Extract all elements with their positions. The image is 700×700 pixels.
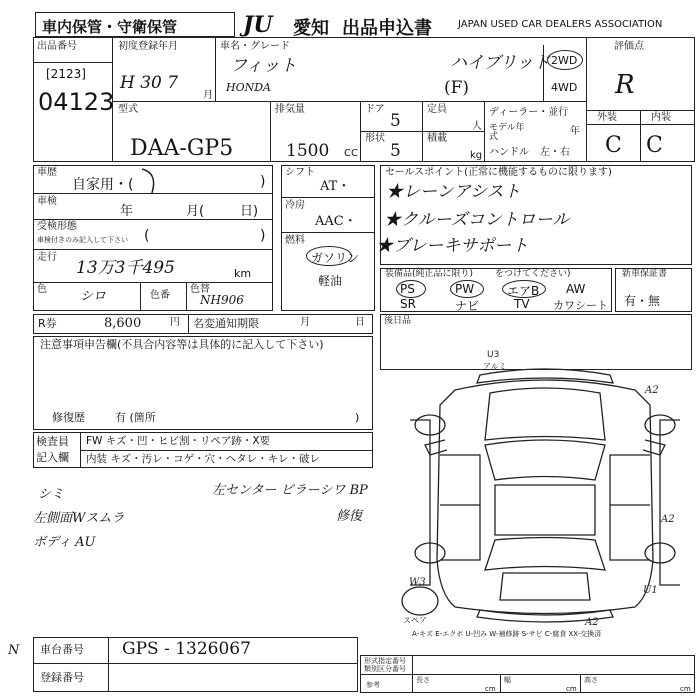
equip-leather: カワシート (553, 299, 608, 312)
equip-sr: SR (400, 297, 416, 311)
shaken-label: 車検 (37, 196, 57, 207)
exterior-grade: C (605, 133, 622, 158)
spec-height: 高さ (584, 676, 598, 684)
color-change-label: 色替 (190, 284, 210, 295)
mileage-value: 13万3千495 (76, 258, 175, 278)
lot-label: 出品番号 (37, 41, 77, 52)
reg-no-label: 登録番号 (40, 671, 84, 684)
inspector-row-1: FW キズ・凹・ヒビ割・リペア跡・X要 (86, 435, 271, 447)
car-name: フィット (230, 56, 297, 76)
remark-1-left: シミ (38, 487, 65, 502)
history-check-mark (138, 165, 168, 197)
auto-tax-month: 月 (300, 317, 310, 328)
remark-1-right: 左センター ピラーシワ BP (212, 483, 368, 498)
registration-month-suffix: 月 (203, 90, 213, 101)
recycle-unit: 円 (170, 317, 180, 328)
association-name: JAPAN USED CAR DEALERS ASSOCIATION (458, 19, 663, 30)
mark-a2-front: A2 (645, 385, 659, 396)
model-year-label: モデル年式 (489, 123, 525, 142)
spec-length-unit: cm (485, 685, 496, 693)
fuel-label: 燃料 (285, 235, 305, 246)
remark-2-left: 左側面Wスムラ (33, 511, 125, 526)
sales-point-3: ★ブレーキサポート (376, 236, 529, 256)
remark-3-left: ボディ AU (33, 535, 96, 550)
shape-label: 形状 (365, 133, 385, 144)
shift-label: シフト (285, 167, 315, 178)
spec-f1: 形式指定番号 (364, 657, 406, 665)
drive-4wd: 4WD (551, 81, 578, 94)
receiving-close: ) (260, 228, 266, 244)
recycle-value: 8,600 (104, 316, 142, 331)
displacement-label: 排気量 (275, 104, 305, 115)
evaluation-label: 評価点 (614, 41, 644, 52)
exterior-label: 外装 (597, 112, 617, 123)
mark-u1: U1 (643, 585, 658, 596)
shaken-year: 年 (120, 204, 134, 219)
chassis-value: GPS - 1326067 (122, 639, 251, 659)
capacity-label: 定員 (427, 104, 447, 115)
color-value: シロ (80, 289, 107, 304)
equipment-label-2: をつけてください) (495, 269, 571, 279)
evaluation-score: R (615, 70, 635, 100)
mark-u3-note: アルミ (483, 362, 507, 371)
spec-ref: 参考 (366, 681, 380, 689)
inspector-label-2: 記入欄 (36, 451, 69, 464)
form-title: 出品申込書 (342, 18, 432, 39)
spec-width-unit: cm (566, 685, 577, 693)
mark-a2-rear: A2 (585, 617, 599, 628)
handle-label: ハンドル (489, 147, 529, 158)
shaken-month: 月( (186, 204, 205, 219)
equip-tv: TV (514, 297, 530, 311)
load-unit: kg (470, 150, 483, 161)
equip-airbag: エアB (507, 284, 540, 298)
shape-value: 5 (390, 141, 401, 161)
model-value: DAA-GP5 (130, 136, 234, 161)
doors-value: 5 (390, 111, 401, 131)
car-grade: ハイブリッド (450, 53, 551, 73)
sales-points-label: セールスポイント(正常に機能するものに限ります) (385, 167, 612, 178)
history-label: 車歴 (37, 167, 57, 178)
mark-a2-right: A2 (661, 514, 675, 525)
mark-w3: W3 (409, 577, 426, 588)
car-grade-variant: (F) (444, 78, 470, 98)
car-diagram (395, 345, 695, 650)
storage-box (35, 12, 235, 37)
sales-point-2: ★クルーズコントロール (384, 210, 570, 230)
equip-aw: AW (566, 282, 586, 296)
spare-label: スペア (403, 616, 427, 625)
color-label: 色 (37, 284, 47, 295)
shaken-day: 日) (240, 204, 259, 219)
chassis-label: 車台番号 (40, 643, 84, 656)
repair-value: 有 (箇所 (115, 411, 156, 424)
inspector-label-1: 検査員 (36, 435, 69, 448)
receiving-open: ( (144, 228, 150, 244)
car-maker: HONDA (226, 81, 271, 94)
aircon-value: AAC・ (315, 214, 357, 229)
repair-label: 修復歴 (52, 411, 85, 424)
mileage-unit: km (234, 267, 252, 280)
repair-close: ) (355, 411, 360, 424)
color-no-value: NH906 (200, 293, 244, 307)
car-name-label: 車名・グレード (220, 41, 290, 52)
aircon-label: 冷房 (285, 200, 305, 211)
interior-grade: C (646, 133, 663, 158)
shift-value: AT・ (320, 179, 351, 194)
equip-pw: PW (455, 282, 475, 296)
ju-logo: JU (243, 12, 273, 38)
recycle-label: R券 (38, 317, 57, 330)
dealer-label: ディーラー・並行 (489, 107, 569, 118)
mark-u3: U3 (487, 350, 500, 360)
margin-mark: N (8, 643, 20, 658)
warranty-value: 有・無 (624, 294, 661, 308)
spec-length: 長さ (416, 676, 430, 684)
equip-ps: PS (400, 282, 415, 296)
load-label: 積載 (427, 133, 447, 144)
drive-2wd: 2WD (551, 54, 578, 67)
lot-sub-number: [2123] (46, 67, 86, 81)
registration-label: 初度登録年月 (118, 41, 178, 52)
logo-text: 愛知 (293, 18, 329, 39)
color-no-label: 色番 (150, 290, 170, 301)
fuel-value: ガソリン (311, 251, 360, 265)
model-label: 型式 (118, 104, 138, 115)
receiving-label: 受検形態 (37, 221, 77, 232)
damage-legend: A-キズ E-エクボ U-凹み W-補修跡 S-サビ C-腐食 XX-交換済 (412, 630, 602, 638)
history-close: ) (260, 174, 266, 190)
spec-width: 幅 (504, 676, 511, 684)
registration-value: H 30 7 (120, 73, 179, 93)
notes-label: 注意事項申告欄(不具合内容等は具体的に記入して下さい) (40, 338, 324, 351)
displacement-value: 1500 (286, 141, 330, 161)
lot-number: 04123 (38, 88, 115, 116)
model-year-suffix: 年 (570, 126, 580, 137)
equipment-label: 装備品(純正品に限り) (385, 269, 474, 279)
receiving-note: 車検付きのみ記入して下さい (37, 236, 128, 244)
capacity-unit: 人 (472, 121, 482, 132)
auto-tax-day: 日 (355, 317, 365, 328)
equip-navi: ナビ (455, 299, 480, 313)
mileage-label: 走行 (37, 252, 57, 263)
post-date-label: 後日品 (384, 316, 412, 326)
handle-value: 左・右 (540, 147, 570, 158)
doors-label: ドア (365, 104, 385, 115)
warranty-label: 新車保証書 (622, 269, 668, 279)
remark-2-right: 修復 (336, 509, 363, 524)
spec-height-unit: cm (680, 685, 691, 693)
interior-label: 内装 (651, 112, 671, 123)
auto-tax-label: 名変通知期限 (193, 317, 259, 330)
fuel-alt: 軽油 (318, 274, 343, 288)
displacement-unit: CC (344, 148, 358, 159)
inspector-row-2: 内装 キズ・汚レ・コゲ・穴・ヘタレ・キレ・破レ (86, 453, 321, 465)
storage-label: 車内保管・守衛保管 (42, 18, 178, 36)
spec-f2: 類別区分番号 (364, 665, 406, 673)
sales-point-1: ★レーンアシスト (386, 182, 521, 202)
history-value: 自家用・( (72, 177, 134, 193)
